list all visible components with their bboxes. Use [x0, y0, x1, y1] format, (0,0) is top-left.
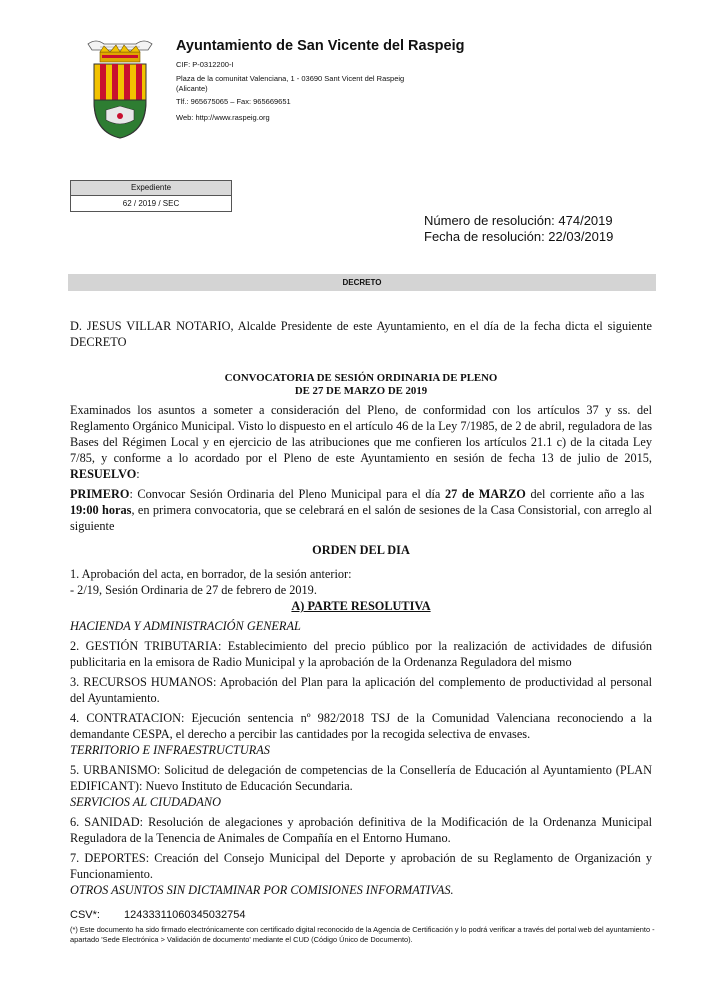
examinados-end: : [136, 467, 140, 481]
resolution-block [424, 213, 613, 245]
csv-code: 12433311060345032754 [123, 909, 246, 921]
section-hacienda: HACIENDA Y ADMINISTRACIÓN GENERAL [70, 619, 301, 633]
csv-line [70, 909, 246, 921]
orden-item-1-sub: - 2/19, Sesión Ordinaria de 27 de febrero de 2019. [70, 583, 317, 597]
primero-text1: : Convocar Sesión Ordinaria del Pleno Municipal para el día [129, 487, 441, 501]
phone-text: Tlf.: 965675065 – Fax: 965669651 [176, 97, 291, 106]
orden-item-3: 3. RECURSOS HUMANOS: Aprobación del Plan para la aplicación del complemento de productividad al personal del Ayuntamiento. [70, 675, 652, 705]
convocatoria-title-line2: DE 27 DE MARZO DE 2019 [294, 385, 428, 397]
examinados-paragraph [70, 402, 652, 482]
convocatoria-title-line1: CONVOCATORIA DE SESIÓN ORDINARIA DE PLENO [224, 372, 498, 384]
cif-text: CIF: P-0312200-I [176, 60, 234, 69]
parte-resolutiva-heading: A) PARTE RESOLUTIVA [291, 599, 431, 613]
resuelvo-text: RESUELVO [70, 467, 137, 481]
intro-paragraph: D. JESUS VILLAR NOTARIO, Alcalde Presidente de este Ayuntamiento, en el día de la fecha dicta el siguiente DECRETO [70, 319, 652, 349]
primero-date: 27 de MARZO [444, 487, 526, 501]
organization-name: Ayuntamiento de San Vicente del Raspeig [176, 38, 465, 54]
orden-item-2: 2. GESTIÓN TRIBUTARIA: Establecimiento del precio público por la realización de actividades de difusión publicitaria en la emisora de Radio Municipal y la aprobación de la Ordenanza Reguladora del mismo [70, 639, 652, 669]
primero-label: PRIMERO [70, 487, 130, 501]
expediente-box [70, 180, 232, 212]
convocatoria-title [70, 372, 652, 398]
decreto-bar: DECRETO [68, 274, 656, 291]
section-territorio: TERRITORIO E INFRAESTRUCTURAS [70, 743, 270, 757]
orden-item-4: 4. CONTRATACION: Ejecución sentencia nº 982/2018 TSJ de la Comunidad Valenciana reconociendo a la demandante CESPA, el derecho a percibir las cantidades por la recogida selectiva de envases. [70, 711, 652, 741]
resolution-number: Número de resolución: 474/2019 [424, 213, 613, 228]
expediente-label: Expediente [71, 181, 231, 196]
orden-title: ORDEN DEL DIA [312, 543, 410, 557]
primero-text2: del corriente año a las [530, 487, 645, 501]
orden-item-6: 6. SANIDAD: Resolución de alegaciones y aprobación definitiva de la Modificación de la Ordenanza Municipal Reguladora de la Tenencia de Animales de Compañía en el Entorno Humano. [70, 815, 652, 845]
signature-footnote: (*) Este documento ha sido firmado electrónicamente con certificado digital reconocido de la Agencia de Certificación y lo podrá verificar a través del portal web del ayuntamiento - apartado 'Sede Electrónica > Validación de documento' mediante el CUD (Código Único de Documento). [70, 925, 655, 944]
csv-label: CSV*: [70, 909, 100, 921]
primero-text3: , en primera convocatoria, que se celebrará en el salón de sesiones de la Casa Consistorial, con arreglo al siguiente [70, 503, 652, 533]
orden-item-7: 7. DEPORTES: Creación del Consejo Municipal del Deporte y aprobación de su Reglamento de Organización y Funcionamiento. [70, 851, 652, 881]
municipal-coat-of-arms-icon [86, 36, 154, 140]
orden-item-1: 1. Aprobación del acta, en borrador, de la sesión anterior: [70, 567, 352, 581]
address-text: Plaza de la comunitat Valenciana, 1 - 03690 Sant Vicent del Raspeig (Alicante) [176, 74, 405, 93]
expediente-value: 62 / 2019 / SEC [122, 199, 180, 208]
document-body [70, 318, 652, 898]
section-servicios: SERVICIOS AL CIUDADANO [70, 795, 221, 809]
otros-asuntos: OTROS ASUNTOS SIN DICTAMINAR POR COMISIONES INFORMATIVAS. [70, 883, 454, 897]
orden-item-5: 5. URBANISMO: Solicitud de delegación de competencias de la Consellería de Educación al Ayuntamiento (PLAN EDIFICANT): Nuevo Instituto de Educación Secundaria. [70, 763, 652, 793]
primero-paragraph [70, 486, 652, 534]
web-text: Web: http://www.raspeig.org [176, 113, 270, 122]
resolution-date: Fecha de resolución: 22/03/2019 [424, 229, 614, 244]
examinados-text: Examinados los asuntos a someter a consideración del Pleno, de conformidad con los artículos 37 y ss. del Reglamento Orgánico Municipal. Visto lo dispuesto en el artículo 46 de la Ley 7/1985, de 2 de abril, reguladora de las Bases del Régimen Local y en ejercicio de las atribuciones que me confieren los artículos 21.1 c) de la citada Ley 7/85, y conforme a lo acordado por el Pleno de este Ayuntamiento en sesión de fecha 13 de julio de 2015, [70, 403, 652, 465]
primero-time: 19:00 horas [70, 503, 132, 517]
